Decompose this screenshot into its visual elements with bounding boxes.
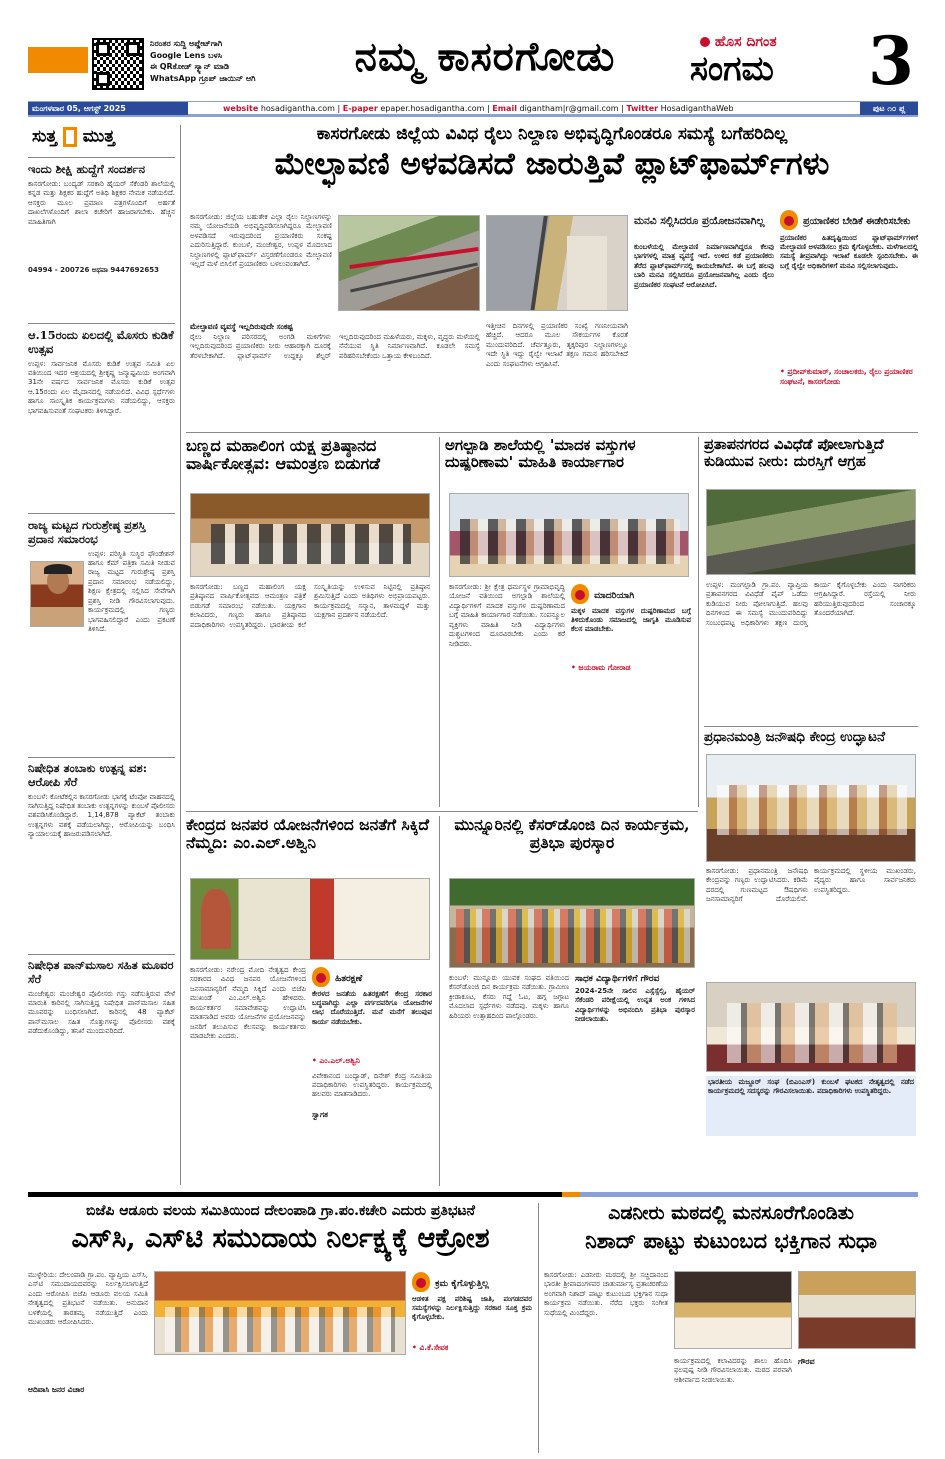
brand-logo (700, 34, 777, 50)
story-headline: ಪ್ರತಾಪನಗರದ ವಿವಿಧೆಡೆ ಪೋಲಾಗುತ್ತಿದೆ ಕುಡಿಯುವ ನೀರು: ದುರಸ್ತಿಗೆ ಆಗ್ರಹ (704, 436, 884, 470)
event-photo (706, 982, 916, 1072)
lead-subhead: ಮೇಲ್ಛಾವಣಿ ವ್ಯವಸ್ಥೆ ಇಲ್ಲದಿರುವುದೇ ಸಂಕಷ್ಟ (190, 322, 293, 331)
quote-author: • ಎಂ.ಎಲ್.ಅಶ್ವಿನಿ (312, 1055, 360, 1065)
story-headline: ಆ.15ರಂದು ಏಲದಲ್ಲಿ ಮೊಸರು ಕುಡಿಕೆ ಉತ್ಸವ (28, 328, 174, 356)
water-leak-photo (706, 489, 916, 575)
story-headline: ನಿಶಾದ್ ಪಾಟ್ಟು ಕುಟುಂಬದ ಭಕ್ತಿಗಾನ ಸುಧಾ (585, 1227, 877, 1253)
qr-line: ನಿರಂತರ ಸುದ್ದಿ ಅಪ್ಡೇಟ್‌ಗಾಗಿ (150, 39, 223, 48)
sidebar-story (28, 519, 175, 660)
story-body: ಕಾರ್ಯಕ್ರಮದಲ್ಲಿ ಕಲಾವಿದರನ್ನು ಶಾಲು ಹೊದಿಸಿ ಫಲಪುಷ್ಪ ನೀಡಿ ಗೌರವಿಸಲಾಯಿತು. ಮಠದ ಪರವಾಗಿ ಆಶೀರ್ವಾದ ನೀಡಲಾಯಿತು. (674, 1357, 792, 1384)
email-link[interactable]: digantham|r@gmail.com (519, 104, 619, 113)
story-headline: ಪ್ರಧಾನಮಂತ್ರಿ ಜನೌಷಧಿ ಕೇಂದ್ರ ಉದ್ಘಾಟನೆ (704, 729, 886, 745)
story-headline: ಕೇಂದ್ರದ ಜನಪರ ಯೋಜನೆಗಳಿಂದ ಜನತೆಗೆ ಸಿಕ್ಕಿದೆ ನೆಮ್ಮದಿ: ಎಂ.ಎಲ್.ಅಶ್ವಿನಿ (186, 815, 430, 852)
twitter-link[interactable]: HosadiganthaWeb (660, 104, 734, 113)
sidebar-story (28, 163, 175, 275)
story-body: ಕಾಸರಗೋಡು: ಶ್ರೀ ಕ್ಷೇತ್ರ ಧರ್ಮಸ್ಥಳ ಗ್ರಾಮಾಭಿವೃದ್ಧಿ ಯೋಜನೆ ವತಿಯಿಂದ ಅಗಲ್ಪಾಡಿ ಶಾಲೆಯಲ್ಲಿ ವಿದ್ಯಾರ್ಥಿಗಳಿಗೆ ಮಾದಕ ವಸ್ತುಗಳ ದುಷ್ಪರಿಣಾಮದ ಬಗ್ಗೆ ಮಾಹಿತಿ ಕಾರ್ಯಾಗಾರ ನಡೆಯಿತು. ಸಂಪನ್ಮೂಲ ವ್ಯಕ್ತಿಗಳು ಮಾಹಿತಿ ನೀಡಿ ವಿದ್ಯಾರ್ಥಿಗಳು ದುಶ್ಚಟಗಳಿಂದ ದೂರವಿರಬೇಕು ಎಂದು ಕರೆ ನೀಡಿದರು. (449, 583, 565, 648)
issue-date: ಮಂಗಳವಾರ 05, ಆಗಸ್ಟ್ 2025 (32, 104, 126, 113)
story-body: ಕಾಸರಗೋಡು: ಪ್ರಧಾನಮಂತ್ರಿ ಜನೌಷಧಿ ಕೇಂದ್ರವನ್ನು ಗಣ್ಯರು ಉದ್ಘಾಟಿಸಿದರು. ಕಡಿಮೆ ದರದಲ್ಲಿ ಗುಣಮಟ್ಟದ ಔಷಧಿಗಳು ಜನಸಾಮಾನ್ಯರಿಗೆ ದೊರೆಯಲಿವೆ. ಕಾರ್ಯಕ್ರಮದಲ್ಲಿ ಸ್ಥಳೀಯ ಮುಖಂಡರು, ವೈದ್ಯರು ಹಾಗೂ ಸಾರ್ವಜನಿಕರು ಉಪಸ್ಥಿತರಿದ್ದರು. (706, 867, 916, 904)
box-headline: ಸಾಧಕ ವಿದ್ಯಾರ್ಥಿಗಳಿಗೆ ಗೌರವ (575, 974, 660, 984)
story-body: ಕುಂಬಳೆ: ಮುನ್ನೂರು ಯುವಕ ಸಂಘದ ವತಿಯಿಂದ ಕೆಸರ್‌ಡೊಂಜಿ ದಿನ ಕಾರ್ಯಕ್ರಮ ನಡೆಯಿತು. ಗ್ರಾಮೀಣ ಕ್ರೀಡಾಕೂಟ, ಕೆಸರು ಗದ್ದೆ ಓಟ, ಹಗ್ಗ ಜಗ್ಗಾಟ ಮೊದಲಾದ ಸ್ಪರ್ಧೆಗಳು ನಡೆದವು. ಮಕ್ಕಳು ಹಾಗೂ ಹಿರಿಯರು ಉತ್ಸಾಹದಿಂದ ಪಾಲ್ಗೊಂಡರು. (449, 974, 569, 1020)
bottom-band-divider (28, 1192, 918, 1197)
lead-headline: ಮೇಲ್ಛಾವಣಿ ಅಳವಡಿಸದೆ ಜಾರುತ್ತಿವೆ ಪ್ಲಾಟ್‌ಫಾರ್ಮ್‌ಗಳು (274, 145, 830, 182)
story-body: ಕಾಸರಗೋಡು: ಎಡನೀರು ಮಠದಲ್ಲಿ ಶ್ರೀ ಸಚ್ಚಿದಾನಂದ ಭಾರತೀ ಶ್ರೀಪಾದಂಗಳವರ ಚಾತುರ್ಮಾಸ್ಯ ವ್ರತಾಚರಣೆಯ ಅಂಗವಾಗಿ ನಿಶಾದ್ ಪಾಟ್ಟು ಕುಟುಂಬದ ಭಕ್ತಿಗಾನ ಸುಧಾ ಕಾರ್ಯಕ್ರಮ ನಡೆಯಿತು. ನೆರೆದ ಭಕ್ತರು ಸಂಗೀತ ಸುಧೆಯಲ್ಲಿ ಮಿಂದೆದ್ದರು. (544, 1271, 668, 1317)
box-body: 2024-25ನೇ ಸಾಲಿನ ಎಸ್ಸೆಸ್ಸೆಲ್ಸಿ, ಹೈಯರ್ ಸೆಕೆಂಡರಿ ಪರೀಕ್ಷೆಯಲ್ಲಿ ಉನ್ನತ ಅಂಕ ಗಳಿಸಿದ ವಿದ್ಯಾರ್ಥಿಗಳನ್ನು ಅಭಿನಂದಿಸಿ ಪ್ರತಿಭಾ ಪುರಸ್ಕಾರ ನೀಡಲಾಯಿತು. (575, 987, 695, 1024)
photo-caption: ಭಾರತೀಯ ಮಜ್ದೂರ್ ಸಂಘ (ಬಿಎಂಎಸ್) ಕುಂಬಳೆ ಘಟಕದ ನೇತೃತ್ವದಲ್ಲಿ ನಡೆದ ಕಾರ್ಯಕ್ರಮದಲ್ಲಿ ಸದಸ್ಯರನ್ನು ಗೌರವಿಸಲಾಯಿತು. ಪದಾಧಿಕಾರಿಗಳು ಉಪಸ್ಥಿತರಿದ್ದರು. (706, 1076, 916, 1136)
quote-mark-icon (780, 210, 798, 230)
masthead-orange-strip (28, 47, 88, 73)
quote-author: • ಪ್ರದೀಪ್‌ಕುಮಾರ್, ಸಂಚಾಲಕರು, ರೈಲು ಪ್ರಯಾಣಿಕರ ಸಂಘಟನೆ, ಕಾಸರಗೋಡು (780, 366, 913, 386)
qr-line: WhatsApp ಗ್ರೂಪ್ ಜಾಯಿನ್ ಆಗಿ (150, 73, 256, 83)
portrait-photo (30, 561, 84, 627)
event-photo (706, 754, 916, 862)
brand-name: ಹೊಸ ದಿಗಂತ (714, 34, 777, 50)
quote-body: ಪ್ರಯಾಣಿಕರ ಹಿತದೃಷ್ಟಿಯಿಂದ ಪ್ಲಾಟ್‌ಫಾರ್ಮ್‌ಗಳಿಗೆ ಮೇಲ್ಛಾವಣಿ ಅಳವಡಿಸಲು ಕ್ರಮ ಕೈಗೊಳ್ಳಬೇಕು. ಮಳೆಗಾಲದಲ್ಲಿ ಸಮಸ್ಯೆ ತೀವ್ರವಾಗಿದ್ದು ಇಲಾಖೆ ಕೂಡಲೇ ಸ್ಪಂದಿಸಬೇಕು. ಈ ಬಗ್ಗೆ ರೈಲ್ವೇ ಅಧಿಕಾರಿಗಳಿಗೆ ಮನವಿ ಸಲ್ಲಿಸಲಾಗುವುದು. (780, 233, 918, 270)
story-ashwini (186, 816, 434, 1186)
quote-box (312, 966, 432, 1120)
quote-headline: ಕ್ರಮ ಕೈಗೊಳ್ಳುತ್ತಿಲ್ಲ (435, 1279, 489, 1289)
masthead-title: ನಮ್ಮ ಕಾಸರಗೋಡು (354, 33, 616, 80)
story-body: ವಿವೇಕಾನಂದ ಬಂದ್ಯಾಡ್, ದಿನೇಶ್ ಕೆಂದ್ರ ಸಮಿತಿಯ ಪದಾಧಿಕಾರಿಗಳು ಉಪಸ್ಥಿತರಿದ್ದರು. ಕಾರ್ಯಕ್ರಮದಲ್ಲಿ ಹಲವರು ಮಾತನಾಡಿದರು. (312, 1071, 432, 1099)
story-headline: ಇಂದು ಶೀಕ್ಷಿ ಹುದ್ದೆಗೆ ಸಂದರ್ಶನ (28, 162, 145, 176)
lead-kicker: ಕಾಸರಗೋಡು ಜಿಲ್ಲೆಯ ವಿವಿಧ ರೈಲು ನಿಲ್ದಾಣ ಅಭಿವೃದ್ಧಿಗೊಂಡರೂ ಸಮಸ್ಯೆ ಬಗೆಹರಿದಿಲ್ಲ (316, 124, 788, 144)
sidebar-story (28, 329, 175, 510)
quote-box (412, 1271, 532, 1353)
story-body: ಕುಂಬಳೆ: ಕೋಟೆಕಲ್ಲಿನ ಕಾಸರಗೋಡು ಭಾಗಕ್ಕೆ ಟೆಂಪೋ ವಾಹನದಲ್ಲಿ ಸಾಗಿಸುತ್ತಿದ್ದ ನಿಷೇಧಿತ ತಂಬಾಕು ಉತ್ಪನ್ನಗಳನ್ನು ಕುಂಬಳೆ ಪೊಲೀಸರು ವಶಪಡಿಸಿಕೊಂಡಿದ್ದಾರೆ. 1,14,878 ಪ್ಯಾಕೆಟ್ ತಂಬಾಕು ಉತ್ಪನ್ನಗಳು ವಶಕ್ಕೆ ಪಡೆಯಲಾಗಿದ್ದು, ಆರೋಪಿಯನ್ನು ಬಂಧಿಸಿ ನ್ಯಾಯಾಲಯಕ್ಕೆ ಹಾಜರುಪಡಿಸಲಾಗಿದೆ. (28, 792, 175, 839)
lead-body: ಇತ್ತೀಚಿನ ದಿನಗಳಲ್ಲಿ ಪ್ರಯಾಣಿಕರ ಸಂಖ್ಯೆ ಗಣನೀಯವಾಗಿ ಹೆಚ್ಚಿದೆ. ಆದರೂ ಮೂಲ ಸೌಕರ್ಯಗಳ ಕೊರತೆ ಮುಂದುವರಿದಿದೆ. ಚೆರ್ವತ್ತೂರು, ತೃಕ್ಕರಿಪುರ ನಿಲ್ದಾಣಗಳಲ್ಲೂ ಇದೇ ಸ್ಥಿತಿ ಇದ್ದು ರೈಲ್ವೇ ಇಲಾಖೆ ತಕ್ಷಣ ಗಮನ ಹರಿಸಬೇಕಿದೆ ಎಂದು ಸಂಘಟನೆಗಳು ಆಗ್ರಹಿಸಿವೆ. (486, 322, 628, 368)
section-name: ಸಂಗಮ (690, 49, 774, 89)
sidebar-logo-left: ಸುತ್ತ (32, 126, 57, 147)
story-body: ಮುಳ್ಳೇರಿಯ: ದೇಲಂಪಾಡಿ ಗ್ರಾ.ಪಂ. ವ್ಯಾಪ್ತಿಯ ಎಸ್‌ಸಿ, ಎಸ್‌ಟಿ ಸಮುದಾಯದವರನ್ನು ನಿರ್ಲಕ್ಷಿಸಲಾಗುತ್ತಿದೆ ಎಂದು ಆರೋಪಿಸಿ ಬಿಜೆಪಿ ಆಡೂರು ವಲಯ ಸಮಿತಿ ನೇತೃತ್ವದಲ್ಲಿ ಪ್ರತಿಭಟನೆ ನಡೆಯಿತು. ಅನುದಾನ ಬಳಕೆಯಲ್ಲಿ ತಾರತಮ್ಯ ನಡೆಯುತ್ತಿದೆ ಎಂದು ಮುಖಂಡರು ಆರೋಪಿಸಿದರು. (28, 1271, 148, 1327)
qr-line: ಈ QRಕೋಡ್ ಸ್ಕ್ಯಾನ್ ಮಾಡಿ (150, 62, 230, 72)
twitter-label: Twitter (626, 104, 659, 113)
email-label: Email (492, 104, 517, 113)
story-drug-awareness (445, 437, 693, 807)
quote-body: ಆಡಳಿತ ಪಕ್ಷ ಪರಿಶಿಷ್ಟ ಜಾತಿ, ಪಂಗಡದವರ ಸಮಸ್ಯೆಗಳನ್ನು ನಿರ್ಲಕ್ಷಿಸುತ್ತಿದ್ದು ಸರಕಾರ ಸೂಕ್ತ ಕ್ರಮ ಕೈಗೊಳ್ಳಬೇಕು. (412, 1294, 532, 1322)
box-headline: ಸ್ವಾಗತ (312, 1109, 329, 1119)
event-photo (674, 1271, 792, 1349)
event-photo (449, 878, 695, 968)
story-headline: ಅಗಲ್ಪಾಡಿ ಶಾಲೆಯಲ್ಲಿ 'ಮಾದಕ ವಸ್ತುಗಳ ದುಷ್ಪರಿಣಾಮ' ಮಾಹಿತಿ ಕಾರ್ಯಾಗಾರ (445, 436, 636, 472)
story-headline: ಎಸ್‌ಸಿ, ಎಸ್‌ಟಿ ಸಮುದಾಯ ನಿರ್ಲಕ್ಷ್ಯಕ್ಕೆ ಆಕ್ರೋಶ (71, 1223, 490, 1255)
story-kicker: ಎಡನೀರು ಮಠದಲ್ಲಿ ಮನಸೂರೆಗೊಂಡಿತು (608, 1202, 854, 1224)
story-body: ಉಪ್ಪಳ: ಮಂಗಲ್ಪಾಡಿ ಗ್ರಾ.ಪಂ. ವ್ಯಾಪ್ತಿಯ ಪ್ರತಾಪನಗರದ ವಿವಿಧೆಡೆ ಪೈಪ್ ಒಡೆದು ಕುಡಿಯುವ ನೀರು ಪೋಲಾಗುತ್ತಿದೆ. ಹಲವು ದಿನಗಳಿಂದ ಈ ಸಮಸ್ಯೆ ಮುಂದುವರಿದಿದ್ದು ಸಂಬಂಧಪಟ್ಟ ಅಧಿಕಾರಿಗಳು ತಕ್ಷಣ ದುರಸ್ತಿ ಕಾರ್ಯ ಕೈಗೊಳ್ಳಬೇಕು ಎಂದು ನಾಗರಿಕರು ಆಗ್ರಹಿಸಿದ್ದಾರೆ. ರಸ್ತೆಯಲ್ಲಿ ನೀರು ಹರಿಯುತ್ತಿರುವುದರಿಂದ ಸಂಚಾರಕ್ಕೂ ತೊಂದರೆಯಾಗಿದೆ. (706, 581, 916, 627)
page-count: ಪುಟ ೧೦ ಪ್ಲ (872, 104, 906, 113)
story-body: ಕಾಸರಗೋಡು: ಬಣ್ಣದ ಮಹಾಲಿಂಗ ಯಕ್ಷ ಪ್ರತಿಷ್ಠಾನದ ವಾರ್ಷಿಕೋತ್ಸವದ ಆಮಂತ್ರಣ ಪತ್ರಿಕೆ ಬಿಡುಗಡೆ ಸಮಾರಂಭ ನಡೆಯಿತು. ಯಕ್ಷಗಾನ ಕಲಾವಿದರು, ಗಣ್ಯರು ಹಾಗೂ ಪ್ರತಿಷ್ಠಾನದ ಪದಾಧಿಕಾರಿಗಳು ಉಪಸ್ಥಿತರಿದ್ದರು. ಭಾರತೀಯ ಕಲೆ ಸಂಸ್ಕೃತಿಯನ್ನು ಉಳಿಸುವ ನಿಟ್ಟಿನಲ್ಲಿ ಪ್ರತಿಷ್ಠಾನ ಶ್ರಮಿಸುತ್ತಿದೆ ಎಂದು ಅತಿಥಿಗಳು ಅಭಿಪ್ರಾಯಪಟ್ಟರು. ಕಾರ್ಯಕ್ರಮದಲ್ಲಿ ಸನ್ಮಾನ, ತಾಳಮದ್ದಳೆ ಮತ್ತು ಯಕ್ಷಗಾನ ಪ್ರದರ್ಶನ ನಡೆಯಲಿದೆ. (190, 583, 430, 629)
qr-code-icon[interactable] (92, 38, 144, 90)
subhead: ಆದಿವಾಸಿ ಜನರ ವಿಚಾರ (28, 1385, 85, 1394)
platform-photo (338, 215, 480, 311)
page-number: 3 (868, 22, 914, 100)
masthead (0, 0, 945, 113)
story-headline: ರಾಜ್ಯ ಮಟ್ಟದ ಗುರುಶ್ರೇಷ್ಠ ಪ್ರಶಸ್ತಿ ಪ್ರದಾನ ಸಮಾರಂಭ (28, 518, 146, 546)
box-headline: ಗೌರವ (798, 1357, 815, 1366)
event-photo (449, 493, 689, 577)
story-body: ಉಪ್ಪಳ: ಸಾರ್ವಜನಿಕ ಮೊಸರು ಕುಡಿಕೆ ಉತ್ಸವ ಸಮಿತಿ ಏಲ ವತಿಯಿಂದ ಇದರ ಆಶ್ರಯದಲ್ಲಿ ಶ್ರೀಕೃಷ್ಣ ಜನ್ಮಾಷ್ಟಮಿಯ ಅಂಗವಾಗಿ 31ನೇ ವರ್ಷದ ಸಾರ್ವಜನಿಕ ಮೊಸರು ಕುಡಿಕೆ ಉತ್ಸವ ಆ.15ರಂದು ಏಲ ಮೈದಾನದಲ್ಲಿ ನಡೆಯಲಿದೆ. ವಿವಿಧ ಸ್ಪರ್ಧೆಗಳು ಹಾಗೂ ಸಾಂಸ್ಕೃತಿಕ ಕಾರ್ಯಕ್ರಮಗಳು ನಡೆಯಲಿದ್ದು, ಆಸಕ್ತರು ಭಾಗವಹಿಸುವಂತೆ ಸಂಘಟಕರು ತಿಳಿಸಿದ್ದಾರೆ. (28, 359, 175, 415)
sidebar-story (28, 762, 175, 963)
lead-story (186, 125, 918, 430)
platform-photo (486, 215, 628, 311)
story-headline: ಬಣ್ಣದ ಮಹಾಲಿಂಗ ಯಕ್ಷ ಪ್ರತಿಷ್ಠಾನದ ವಾರ್ಷಿಕೋತ್ಸವ: ಆಮಂತ್ರಣ ಬಿಡುಗಡೆ (186, 436, 380, 474)
lead-body: ರೈಲು ನಿಲ್ದಾಣ ಪರಿಸರದಲ್ಲಿ ಅಂಗಡಿ ಮಳಿಗೆಗಳು ಇಲ್ಲದಿರುವುದರಿಂದ ಪ್ರಯಾಣಿಕರು ನೀರು ಆಹಾರಕ್ಕಾಗಿ ದೂರಕ್ಕೆ ತೆರಳಬೇಕಾಗಿದೆ. ಪ್ಲಾಟ್‌ಫಾರ್ಮ್ ಉದ್ದಕ್ಕೂ ಶೆಲ್ಟರ್ ಇಲ್ಲದಿರುವುದರಿಂದ ಮಹಿಳೆಯರು, ಮಕ್ಕಳು, ವೃದ್ಧರು ಮಳೆಯಲ್ಲಿ ನೆನೆಯುವ ಸ್ಥಿತಿ ನಿರ್ಮಾಣವಾಗಿದೆ. ಕೂಡಲೇ ಸಮಸ್ಯೆ ಪರಿಹರಿಸಬೇಕೆಂದು ಒತ್ತಾಯ ಕೇಳಿಬಂದಿದೆ. (190, 333, 480, 360)
epaper-link[interactable]: epaper.hosadigantha.com (380, 104, 485, 113)
sidebar-logo-pillar-icon (63, 127, 77, 147)
epaper-label: E-paper (342, 104, 378, 113)
sidebar-column (28, 125, 175, 1185)
web-link[interactable]: hosadigantha.com (260, 104, 335, 113)
sidebar-logo (32, 127, 172, 155)
quote-mark-icon (412, 1272, 430, 1292)
date-box (28, 102, 188, 115)
quote-box (571, 583, 691, 673)
web-label: website (223, 104, 259, 113)
quote-author: • ಜಯರಾಮ ಗೋರಾಡ (571, 662, 631, 672)
quote-headline: ಹಿತರಕ್ಷಣೆ (335, 974, 363, 984)
quote-headline: ಮಾದರಿಯಾಗಿ (594, 591, 635, 601)
quote-body: ಮಕ್ಕಳ ಮಾದಕ ವಸ್ತುಗಳ ದುಷ್ಪರಿಣಾಮದ ಬಗ್ಗೆ ತಿಳಿದುಕೊಂಡು ಸಮಾಜದಲ್ಲಿ ಜಾಗೃತಿ ಮೂಡಿಸುವ ಕೆಲಸ ಮಾಡಬೇಕು. (571, 606, 691, 634)
qr-instructions (150, 38, 290, 84)
story-water-leak (704, 436, 918, 627)
lead-body: ಕಾಸರಗೋಡು: ಜಿಲ್ಲೆಯ ಬಹುತೇಕ ಎಲ್ಲಾ ರೈಲು ನಿಲ್ದಾಣಗಳನ್ನು ನಮ್ಮ ಯೋಜನೆಯಡಿ ಅಭಿವೃದ್ಧಿಪಡಿಸಲಾಗಿದ್ದರೂ ಮೇಲ್ಛಾವಣಿ ಅಳವಡಿಸದೆ ಇರುವುದರಿಂದ ಪ್ರಯಾಣಿಕರು ಸಂಕಷ್ಟ ಎದುರಿಸುತ್ತಿದ್ದಾರೆ. ಕುಂಬಳೆ, ಮಂಜೇಶ್ವರ, ಉಪ್ಪಳ ಮೊದಲಾದ ನಿಲ್ದಾಣಗಳಲ್ಲಿ ಪ್ಲಾಟ್‌ಫಾರ್ಮ್ ವಿಸ್ತರಣೆಗೊಂಡರೂ ಮೇಲ್ಛಾವಣಿ ಇಲ್ಲದೆ ಮಳೆ ಬಿಸಿಲಿಗೆ ಪ್ರಯಾಣಿಕರು ಬಳಲುವಂತಾಗಿದೆ. (190, 213, 332, 269)
pages-box (860, 102, 918, 115)
event-photo (190, 878, 430, 960)
story-body: ಕಾಸರಗೋಡು: ಬಂದ್ಯಡ್ ಸರಕಾರಿ ಹೈಯರ್ ಸೆಕೆಂಡರಿ ಶಾಲೆಯಲ್ಲಿ ಕನ್ನಡ ಮತ್ತು ಶಿಕ್ಷಕರ ಹುದ್ದೆಗೆ ಅತಿಥಿ ಶಿಕ್ಷಕರ ನೇಮಕ ನಡೆಯಲಿದೆ. ಆಸಕ್ತರು ಮೂಲ ಪ್ರಮಾಣ ಪತ್ರಗಳೊಂದಿಗೆ ಅರ್ಹತೆ ದಾಖಲೆಗಳೊಂದಿಗೆ ಶಾಲಾ ಕಚೇರಿಗೆ ಹಾಜರಾಗಬೇಕು. ಹೆಚ್ಚಿನ ಮಾಹಿತಿಗಾಗಿ (28, 179, 175, 226)
story-janaushadhi (704, 730, 918, 1190)
story-body: ಉಪ್ಪಳ: ಪರಿಸ್ಥಿತಿ ಸುಸ್ಥಿರ ಫೌಂಡೇಶನ್ ಹಾಗೂ ಕೆಮ್ ಪತ್ರಿಕಾ ಸಮಿತಿ ನೀಡುವ ರಾಜ್ಯ ಮಟ್ಟದ ಗುರುಶ್ರೇಷ್ಠ ಪ್ರಶಸ್ತಿ ಪ್ರದಾನ ಸಮಾರಂಭ ನಡೆಯಲಿದ್ದು, ಶಿಕ್ಷಣ ಕ್ಷೇತ್ರದಲ್ಲಿ ಸಲ್ಲಿಸಿದ ಸೇವೆಗಾಗಿ ಪ್ರಶಸ್ತಿ ನೀಡಿ ಗೌರವಿಸಲಾಗುವುದು. ಕಾರ್ಯಕ್ರಮದಲ್ಲಿ ಗಣ್ಯರು ಭಾಗವಹಿಸಲಿದ್ದಾರೆ ಎಂದು ಪ್ರಕಟಣೆ ತಿಳಿಸಿದೆ. (88, 549, 175, 634)
achievers-box (575, 974, 695, 1107)
story-body: ಕಾಸರಗೋಡು: ನರೇಂದ್ರ ಮೋದಿ ನೇತೃತ್ವದ ಕೇಂದ್ರ ಸರಕಾರದ ವಿವಿಧ ಜನಪರ ಯೋಜನೆಗಳಿಂದ ಜನಸಾಮಾನ್ಯರಿಗೆ ನೆಮ್ಮದಿ ಸಿಕ್ಕಿದೆ ಎಂದು ಬಿಜೆಪಿ ಮುಖಂಡೆ ಎಂ.ಎಲ್.ಅಶ್ವಿನಿ ಹೇಳಿದರು. ಕಾರ್ಯಕರ್ತರ ಸಮಾವೇಶವನ್ನು ಉದ್ಘಾಟಿಸಿ ಮಾತನಾಡಿದ ಅವರು ಯೋಜನೆಗಳ ಪ್ರಯೋಜನವನ್ನು ಜನರಿಗೆ ತಲುಪಿಸುವ ಕೆಲಸವನ್ನು ಕಾರ್ಯಕರ್ತರು ಮಾಡಬೇಕು ಎಂದರು. (190, 966, 306, 1041)
sidebar-logo-right: ಮುತ್ತ (82, 126, 115, 147)
quote-headline: ಪ್ರಯಾಣಿಕರ ಬೇಡಿಕೆ ಈಡೇರಿಸಬೇಕು (803, 216, 911, 227)
protest-photo (154, 1271, 406, 1355)
brand-icon (700, 37, 710, 47)
lead-side-headline: ಮನವಿ ಸಲ್ಲಿಸಿದರೂ ಪ್ರಯೋಜನವಾಗಿಲ್ಲ (634, 215, 765, 227)
event-photo (798, 1271, 916, 1349)
story-headline: ನಿಷೇಧಿತ ತಂಬಾಕು ಉತ್ಪನ್ನ ವಶ: ಆರೋಪಿ ಸೆರೆ (28, 761, 147, 789)
story-protest (28, 1203, 533, 1453)
story-headline: ನಿಷೇಧಿತ ಪಾನ್‌ಮಸಾಲ ಸಹಿತ ಮೂವರ ಸೆರೆ (28, 958, 174, 986)
lead-quote-box (780, 209, 918, 429)
event-photo (190, 493, 430, 577)
quote-body: ಕೇರಳದ ಜನತೆಯ ಹಿತರಕ್ಷಣೆಗೆ ಕೇಂದ್ರ ಸರಕಾರ ಬದ್ಧವಾಗಿದ್ದು ಎಲ್ಲಾ ವರ್ಗದವರಿಗೂ ಯೋಜನೆಗಳ ಲಾಭ ದೊರೆಯುತ್ತಿದೆ. ಮನೆ ಮನೆಗೆ ತಲುಪುವ ಕಾರ್ಯ ನಡೆಯಬೇಕು. (312, 989, 432, 1026)
story-kesardonji (445, 816, 699, 1186)
lead-side-body: ಕುಂಬಳೆಯಲ್ಲಿ ಮೇಲ್ಛಾವಣಿ ನಿರ್ಮಾಣವಾಗಿದ್ದರೂ ಕೆಲವು ಭಾಗಗಳಲ್ಲಿ ಮಾತ್ರ ವ್ಯವಸ್ಥೆ ಇದೆ. ಉಳಿದ ಕಡೆ ಪ್ರಯಾಣಿಕರು ತೆರೆದ ಪ್ಲಾಟ್‌ಫಾರ್ಮ್‌ನಲ್ಲಿ ಕಾಯಬೇಕಾಗಿದೆ. ಈ ಬಗ್ಗೆ ಹಲವು ಬಾರಿ ಮನವಿ ಸಲ್ಲಿಸಿದರೂ ಪ್ರಯೋಜನವಾಗಿಲ್ಲ ಎಂದು ರೈಲು ಪ್ರಯಾಣಿಕರ ಸಂಘಟನೆ ಆರೋಪಿಸಿದೆ. (634, 243, 774, 289)
quote-mark-icon (312, 967, 330, 987)
story-edneer (544, 1203, 918, 1453)
story-headline: ಮುನ್ನೂರಿನಲ್ಲಿ ಕೆಸರ್‌ಡೊಂಜಿ ದಿನ ಕಾರ್ಯಕ್ರಮ, ಪ್ರತಿಭಾ ಪುರಸ್ಕಾರ (454, 815, 690, 852)
quote-author: • ವಿ.ಕೆ.ಸೇವಕ (412, 1342, 449, 1352)
contact-strip: website hosadigantha.com | E-paper epaper.hosadigantha.com | Email digantham|r@gmail.com | Twitter HosadiganthaWeb (223, 104, 734, 113)
story-yakshagana (186, 437, 434, 807)
story-kicker: ಬಿಜೆಪಿ ಆಡೂರು ವಲಯ ಸಮಿತಿಯಿಂದ ದೇಲಂಪಾಡಿ ಗ್ರಾ.ಪಂ.ಕಚೇರಿ ಎದುರು ಪ್ರತಿಭಟನೆ (86, 1203, 475, 1219)
story-body: ಮಂಜೇಶ್ವರ: ಮಂಜೇಶ್ವರ ಪೊಲೀಸರು ಗಸ್ತು ನಡೆಸುತ್ತಿರುವ ವೇಳೆ ಮಾರುತಿ ಕಾರಿನಲ್ಲಿ ಸಾಗಿಸುತ್ತಿದ್ದ ನಿಷೇಧಿತ ಪಾನ್‌ಮಸಾಲ ಸಹಿತ ಮೂವರನ್ನು ಬಂಧಿಸಲಾಗಿದೆ. ಕಾರಿನಲ್ಲಿ 48 ಪ್ಯಾಕೆಟ್ ಪಾನ್‌ಮಸಾಲ ಸಹಿತ ಸೊತ್ತುಗಳನ್ನು ಪೊಲೀಸರು ವಶಕ್ಕೆ ಪಡೆದುಕೊಂಡಿದ್ದು, ತನಿಖೆ ಮುಂದುವರಿದಿದೆ. (28, 989, 175, 1036)
info-bar (28, 101, 918, 117)
quote-mark-icon (571, 584, 589, 604)
story-contact: 04994 - 200726 ಅಥವಾ 9447692653 (28, 265, 160, 274)
qr-line: Google Lens ಬಳಸಿ (150, 50, 223, 60)
sidebar-story (28, 959, 175, 1180)
